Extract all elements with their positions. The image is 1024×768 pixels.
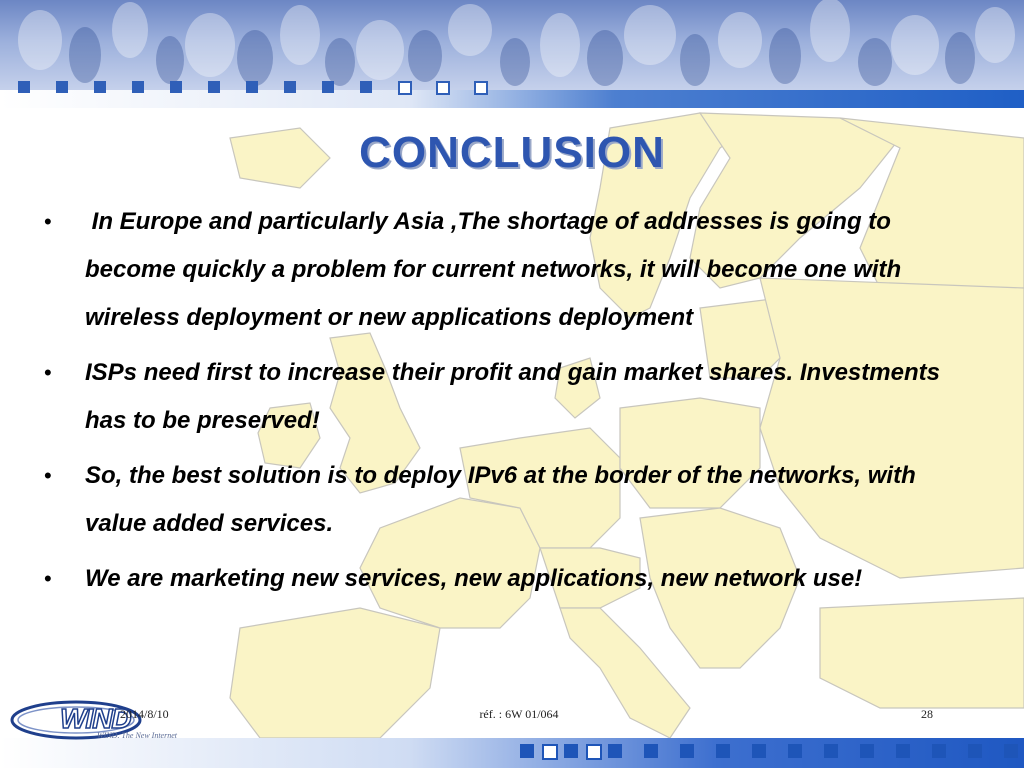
decor-square — [564, 744, 578, 758]
decor-square — [208, 81, 220, 93]
bullet-text: So, the best solution is to deploy IPv6 at the border of the networks, with value added services. — [85, 462, 916, 537]
bullet-item — [40, 555, 960, 603]
decor-square — [520, 744, 534, 758]
page-number: 28 — [921, 707, 933, 721]
bullet-dot: • — [44, 209, 52, 234]
decor-square — [932, 744, 946, 758]
decor-square — [644, 744, 658, 758]
bullet-item — [40, 198, 960, 342]
header-banner — [0, 0, 1024, 92]
decor-square — [608, 744, 622, 758]
decor-square — [968, 744, 982, 758]
bullet-text: In Europe and particularly Asia ,The shortage of addresses is going to become quickly a problem for current networks, it will become one with wireless deployment or new applications deployment — [85, 208, 902, 331]
decor-square — [284, 81, 296, 93]
logo-wordmark: WIND — [60, 703, 131, 734]
decor-square — [18, 81, 30, 93]
decor-square — [752, 744, 766, 758]
decor-square — [360, 81, 372, 93]
decor-square — [860, 744, 874, 758]
footer-reference: réf. : 6W 01/064 — [479, 707, 559, 721]
decor-square — [436, 81, 450, 95]
decor-square — [1004, 744, 1018, 758]
bullet-dot: • — [44, 566, 52, 591]
decor-square — [824, 744, 838, 758]
decor-square — [542, 744, 558, 760]
decor-square — [322, 81, 334, 93]
decor-square — [716, 744, 730, 758]
decor-square — [680, 744, 694, 758]
decor-square — [474, 81, 488, 95]
decor-square — [170, 81, 182, 93]
bullet-dot: • — [44, 360, 52, 385]
decor-square — [56, 81, 68, 93]
decor-square — [246, 81, 258, 93]
bullet-text: ISPs need first to increase their profit and gain market shares. Investments has to be preserved! — [85, 359, 940, 434]
footer-date: 2014/8/10 — [120, 707, 169, 721]
decor-square — [94, 81, 106, 93]
bullet-dot: • — [44, 463, 52, 488]
crowd-photo-graphic — [0, 0, 1024, 92]
header-strip — [0, 90, 1024, 108]
bullet-list — [40, 198, 960, 610]
decor-square — [132, 81, 144, 93]
bullet-text: We are marketing new services, new applications, new network use! — [85, 565, 863, 592]
decor-square — [398, 81, 412, 95]
slide-title: CONCLUSION — [359, 128, 665, 177]
bullet-item — [40, 349, 960, 445]
decor-square — [788, 744, 802, 758]
logo-tagline: WIND. The New Internet — [97, 731, 177, 740]
bullet-item — [40, 452, 960, 548]
decor-square — [896, 744, 910, 758]
decor-square — [586, 744, 602, 760]
